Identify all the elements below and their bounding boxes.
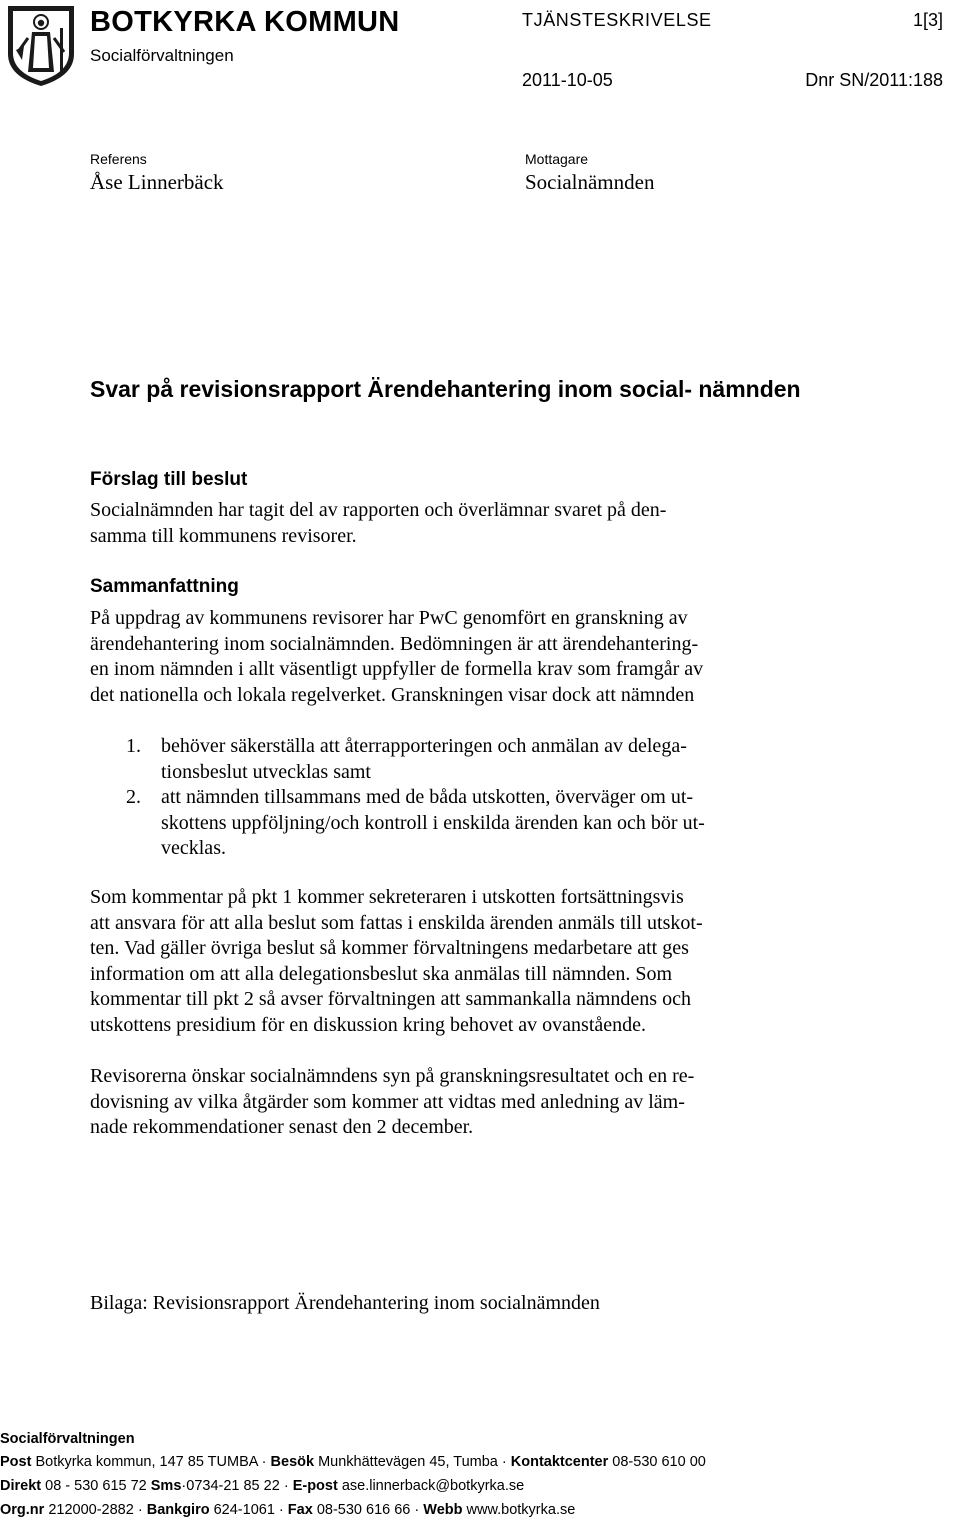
proposal-heading: Förslag till beslut bbox=[90, 469, 248, 490]
list-item-number: 1. bbox=[126, 735, 141, 757]
request-paragraph: Revisorerna önskar socialnämndens syn på granskningsresultatet och en re- dovisning av vilka åtgärder som kommer att vidtas med anledning av läm- nade rekommendationer senast den 2 december. bbox=[90, 1065, 695, 1139]
page-number: 1[3] bbox=[912, 10, 943, 30]
summary-text: På uppdrag av kommunens revisorer har PwC genomfört en granskning av ärendehantering inom socialnämnden. Bedömningen är att ärendehantering- en inom nämnden i allt väsentligt uppfyller de formella krav som framgår av det nationella och lokala regelverket. Granskningen visar dock att nämnden bbox=[90, 607, 704, 706]
recipient-value: Socialnämnden bbox=[525, 170, 655, 194]
footer-address-line: Post Botkyrka kommun, 147 85 TUMBA · Besök Munkhättevägen 45, Tumba · Kontaktcenter 08-530 610 00 bbox=[0, 1454, 706, 1470]
department-name: Socialförvaltningen bbox=[90, 46, 234, 65]
municipal-crest-logo bbox=[4, 2, 78, 88]
document-type: TJÄNSTESKRIVELSE bbox=[522, 10, 712, 30]
list-item-number: 2. bbox=[126, 786, 141, 808]
proposal-text: Socialnämnden har tagit del av rapporten och överlämnar svaret på den- samma till kommunens revisorer. bbox=[90, 499, 667, 547]
comment-paragraph: Som kommentar på pkt 1 kommer sekreteraren i utskotten fortsättningsvis att ansvara för att alla beslut som fattas i enskilda ärenden anmäls till utskot- ten. Vad gäller övriga beslut så kommer förvaltningens medarbetare att ges information om att alla delegationsbeslut ska anmälas till nämnden. Som kommentar till pkt 2 så avser förvaltningen att sammankalla nämndens och utskottens presidium för en diskussion kring behovet av ovanstående. bbox=[90, 886, 703, 1036]
footer-department: Socialförvaltningen bbox=[0, 1431, 135, 1447]
organization-name: BOTKYRKA KOMMUN bbox=[90, 6, 400, 38]
summary-heading: Sammanfattning bbox=[90, 576, 239, 597]
attachment-reference: Bilaga: Revisionsrapport Ärendehantering inom socialnämnden bbox=[90, 1292, 600, 1314]
reference-label: Referens bbox=[90, 151, 147, 167]
list-item: behöver säkerställa att återrapporteringen och anmälan av delega- tionsbeslut utvecklas samt bbox=[161, 735, 687, 783]
document-reference-number: Dnr SN/2011:188 bbox=[805, 70, 943, 90]
footer-registration-line: Org.nr 212000-2882 · Bankgiro 624-1061 · Fax 08-530 616 66 · Webb www.botkyrka.se bbox=[0, 1502, 576, 1518]
list-item: att nämnden tillsammans med de båda utskotten, överväger om ut- skottens uppföljning/och kontroll i enskilda ärenden kan och bör ut- vecklas. bbox=[161, 786, 705, 860]
document-date: 2011-10-05 bbox=[522, 70, 613, 90]
reference-value: Åse Linnerbäck bbox=[90, 170, 224, 194]
recipient-label: Mottagare bbox=[525, 151, 589, 167]
document-title: Svar på revisionsrapport Ärendehantering inom social- nämnden bbox=[90, 376, 801, 402]
footer-contact-line: Direkt 08 - 530 615 72 Sms·0734-21 85 22 · E-post ase.linnerback@botkyrka.se bbox=[0, 1478, 525, 1494]
